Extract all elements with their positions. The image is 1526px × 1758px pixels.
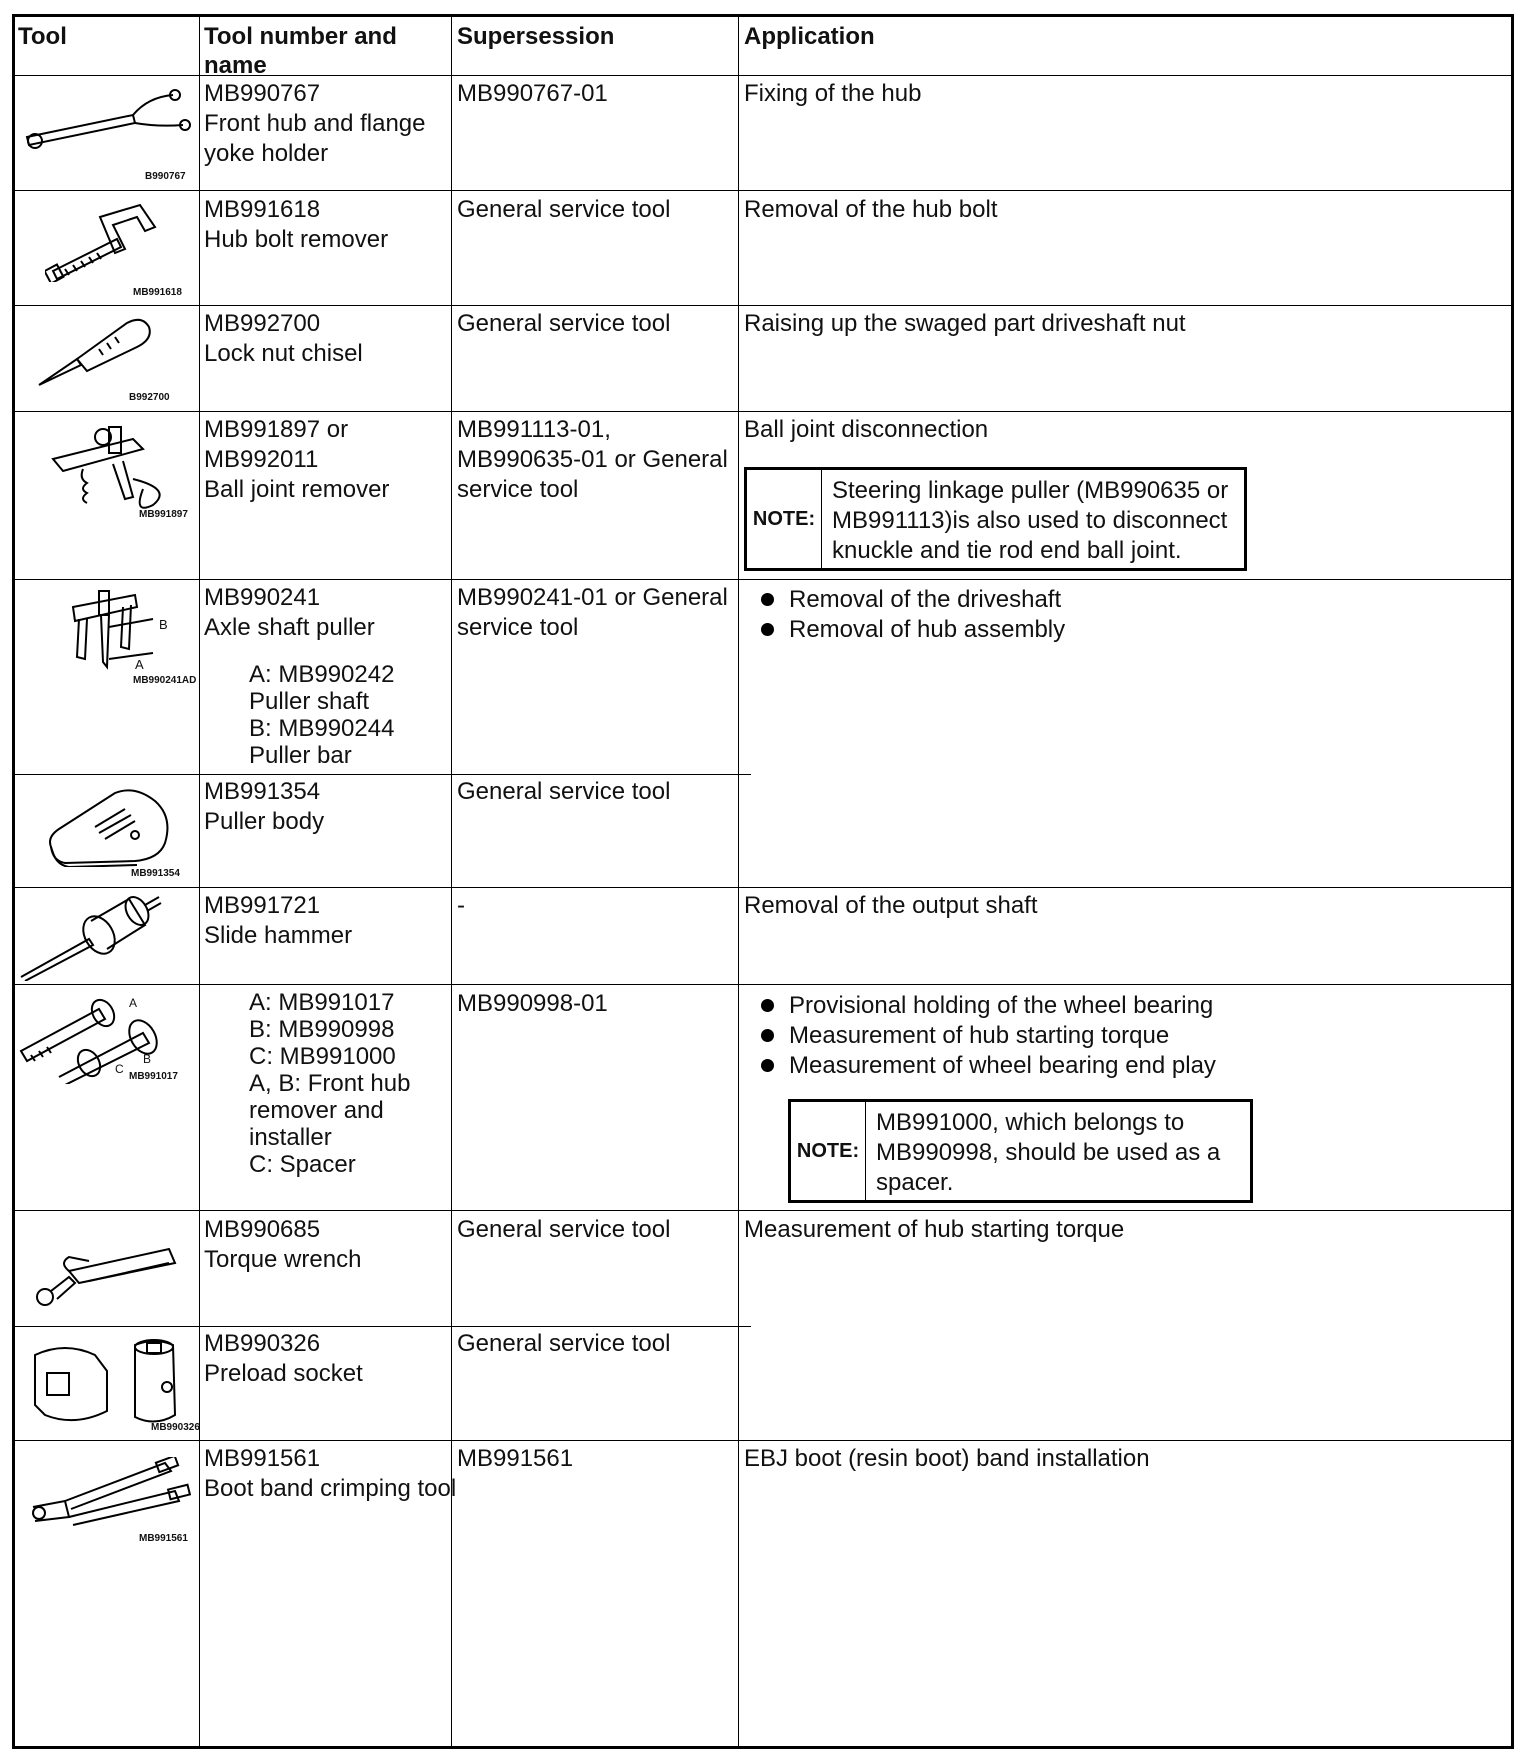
special-tools-table (12, 14, 1514, 1749)
header-tool: Tool (18, 23, 67, 50)
row-divider (15, 411, 1511, 412)
tool-name: MB992700 Lock nut chisel (204, 310, 363, 367)
bullet-icon (761, 593, 774, 606)
puller-body-illustration (45, 787, 175, 867)
application: Measurement of hub starting torque (744, 1216, 1125, 1243)
lock-nut-chisel-illustration (37, 313, 157, 388)
supersession: General service tool (457, 310, 671, 337)
tool-name: MB991618 Hub bolt remover (204, 196, 389, 253)
supersession: General service tool (457, 778, 671, 805)
tool-name: MB990326 Preload socket (204, 1330, 363, 1387)
slide-hammer-illustration (19, 891, 169, 981)
supersession: General service tool (457, 1330, 671, 1357)
row-divider (15, 1440, 1511, 1441)
tool-code: B992700 (129, 392, 170, 403)
application: Fixing of the hub (744, 80, 922, 107)
label-a: A (129, 996, 138, 1010)
bullet-text: Removal of hub assembly (789, 616, 1066, 643)
label-c: C (115, 1062, 124, 1076)
column-divider (199, 17, 200, 1746)
label-b: B (143, 1052, 152, 1066)
bullet-icon (761, 1059, 774, 1072)
row-divider (15, 1210, 1511, 1211)
bullet-icon (761, 999, 774, 1012)
boot-band-crimping-tool-illustration (25, 1457, 195, 1532)
supersession: MB991561 (457, 1445, 574, 1472)
supersession: MB990767-01 (457, 80, 608, 107)
front-hub-remover-installer-illustration (19, 989, 169, 1084)
supersession: MB990998-01 (457, 990, 608, 1017)
note-box (788, 1099, 1253, 1203)
tool-code: MB991561 (139, 1533, 188, 1544)
note-label: NOTE: (747, 470, 822, 568)
tool-code: MB990241AD (133, 675, 197, 686)
note-text: MB991000, which belongs to MB990998, should be used as a spacer. (876, 1109, 1221, 1196)
row-divider (15, 1326, 751, 1327)
tool-name: MB991721 Slide hammer (204, 892, 353, 949)
application: EBJ boot (resin boot) band installation (744, 1445, 1150, 1472)
tool-code: B990767 (145, 171, 186, 182)
header-supersession: Supersession (457, 23, 615, 50)
tool-sub-name: A: MB991017 B: MB990998 C: MB991000 A, B: Front hub remover and installer C: Spacer (249, 989, 411, 1178)
label-b: B (159, 617, 168, 632)
tool-sub-name: A: MB990242 Puller shaft B: MB990244 Puller bar (249, 661, 395, 769)
application: Ball joint disconnection (744, 416, 989, 443)
bullet-text: Measurement of hub starting torque (789, 1022, 1170, 1049)
row-divider (15, 984, 1511, 985)
supersession: MB991113-01, MB990635-01 or General service tool (457, 416, 728, 503)
tool-name: MB990767 Front hub and flange yoke holder (204, 80, 426, 167)
ball-joint-remover-illustration (43, 419, 193, 519)
tool-code: MB991017 (129, 1071, 178, 1082)
hub-bolt-remover-illustration (45, 197, 175, 282)
bullet-icon (761, 623, 774, 636)
note-text: Steering linkage puller (MB990635 or MB991113)is also used to disconnect knuckle and tie rod end ball joint. (832, 477, 1229, 564)
tool-code: MB991354 (131, 868, 180, 879)
note-label: NOTE: (791, 1102, 866, 1200)
supersession: MB990241-01 or General service tool (457, 584, 728, 641)
application: Removal of the hub bolt (744, 196, 998, 223)
note-box (744, 467, 1247, 571)
label-a: A (135, 657, 144, 672)
row-divider (15, 887, 1511, 888)
application: Raising up the swaged part driveshaft nut (744, 310, 1186, 337)
row-divider (15, 190, 1511, 191)
supersession: General service tool (457, 1216, 671, 1243)
bullet-icon (761, 1029, 774, 1042)
torque-wrench-illustration (29, 1241, 179, 1311)
header-application: Application (744, 23, 875, 50)
tool-name: MB991354 Puller body (204, 778, 325, 835)
bullet-text: Measurement of wheel bearing end play (789, 1052, 1216, 1079)
yoke-holder-illustration (23, 87, 193, 157)
supersession: - (457, 892, 465, 919)
header-tool-number-name: Tool number and name (204, 23, 397, 79)
tool-code: MB990326 (151, 1422, 200, 1433)
tool-name: MB991897 or MB992011 Ball joint remover (204, 416, 390, 503)
tool-code: MB991897 (139, 509, 188, 520)
row-divider (15, 305, 1511, 306)
tool-name: MB990241 Axle shaft puller (204, 584, 375, 641)
row-divider (15, 579, 1511, 580)
column-divider (738, 17, 739, 1746)
bullet-text: Removal of the driveshaft (789, 586, 1062, 613)
bullet-text: Provisional holding of the wheel bearing (789, 992, 1214, 1019)
row-divider (15, 774, 751, 775)
tool-name: MB990685 Torque wrench (204, 1216, 362, 1273)
tool-name: MB991561 Boot band crimping tool (204, 1445, 457, 1502)
preload-socket-illustration (25, 1335, 195, 1430)
tool-code: MB991618 (133, 287, 182, 298)
application: Removal of the output shaft (744, 892, 1038, 919)
supersession: General service tool (457, 196, 671, 223)
